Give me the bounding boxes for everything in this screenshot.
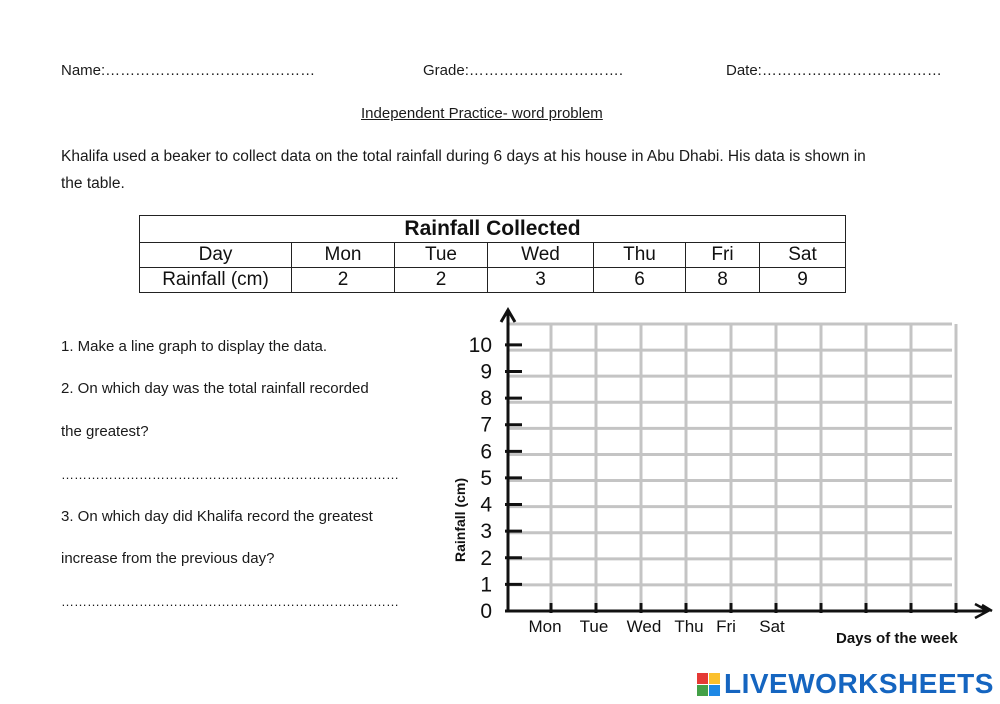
day-cell: Fri — [686, 243, 760, 268]
liveworksheets-logo — [697, 668, 994, 700]
day-cell: Mon — [292, 243, 395, 268]
question-1: 1. Make a line graph to display the data. — [61, 338, 328, 355]
y-tick-label: 6 — [480, 440, 492, 464]
x-tick-label: Fri — [716, 617, 736, 636]
axes — [501, 310, 992, 618]
table-row-rainfall — [140, 268, 846, 293]
question-2-line-2: the greatest? — [61, 423, 149, 440]
blank-line-graph[interactable] — [440, 300, 1000, 660]
name-field[interactable]: Name:…………………………………… — [61, 62, 316, 79]
y-tick-label: 4 — [480, 493, 492, 517]
grade-field[interactable]: Grade:…………………………. — [423, 62, 624, 79]
intro-line-2: the table. — [61, 175, 125, 192]
x-tick-label: Mon — [528, 617, 562, 636]
x-tick-label: Tue — [579, 617, 609, 636]
intro-line-1: Khalifa used a beaker to collect data on the total rainfall during 6 days at his house in Abu Dhabi. His data is shown in — [61, 148, 866, 165]
x-tick-label: Sat — [759, 617, 785, 636]
rainfall-cell: 2 — [292, 268, 395, 293]
row-header-rainfall: Rainfall (cm) — [140, 268, 292, 293]
y-tick-label: 7 — [480, 413, 492, 437]
rainfall-cell: 8 — [686, 268, 760, 293]
grid-vertical-lines — [551, 324, 956, 611]
rainfall-cell: 3 — [488, 268, 594, 293]
x-tick-label: Thu — [674, 617, 704, 636]
logo-block — [709, 673, 720, 684]
table-row-days — [140, 243, 846, 268]
logo-blocks-icon — [697, 673, 720, 696]
table-title: Rainfall Collected — [140, 216, 846, 243]
answer-line-2[interactable]: …………………………………………………………………… — [61, 467, 399, 482]
logo-block — [697, 673, 708, 684]
y-tick-label: 2 — [480, 546, 492, 570]
question-2-line-1: 2. On which day was the total rainfall recorded — [61, 380, 369, 397]
day-cell: Wed — [488, 243, 594, 268]
rainfall-cell: 6 — [594, 268, 686, 293]
y-tick-label: 9 — [480, 360, 492, 384]
logo-text: LIVEWORKSHEETS — [724, 668, 994, 699]
rainfall-cell: 9 — [760, 268, 846, 293]
y-tick-label: 3 — [480, 520, 492, 544]
y-tick-label: 5 — [480, 466, 492, 490]
day-cell: Sat — [760, 243, 846, 268]
rainfall-table — [139, 215, 846, 293]
logo-block — [697, 685, 708, 696]
y-tick-label: 0 — [480, 600, 492, 623]
x-tick-label: Wed — [626, 617, 662, 636]
y-tick-label: 10 — [468, 333, 492, 357]
logo-block — [709, 685, 720, 696]
x-tick-labels — [528, 617, 785, 636]
y-axis-label: Rainfall (cm) — [452, 477, 468, 563]
day-cell: Tue — [395, 243, 488, 268]
question-3-line-1: 3. On which day did Khalifa record the greatest — [61, 508, 373, 525]
question-3-line-2: increase from the previous day? — [61, 550, 275, 567]
day-cell: Thu — [594, 243, 686, 268]
x-axis-label: Days of the week — [836, 630, 958, 647]
answer-line-3[interactable]: …………………………………………………………………… — [61, 594, 399, 609]
y-tick-label: 1 — [480, 573, 492, 597]
row-header-day: Day — [140, 243, 292, 268]
rainfall-cell: 2 — [395, 268, 488, 293]
worksheet-title: Independent Practice- word problem — [361, 105, 603, 122]
y-tick-label: 8 — [480, 387, 492, 411]
date-field[interactable]: Date:……………………………… — [726, 62, 942, 79]
